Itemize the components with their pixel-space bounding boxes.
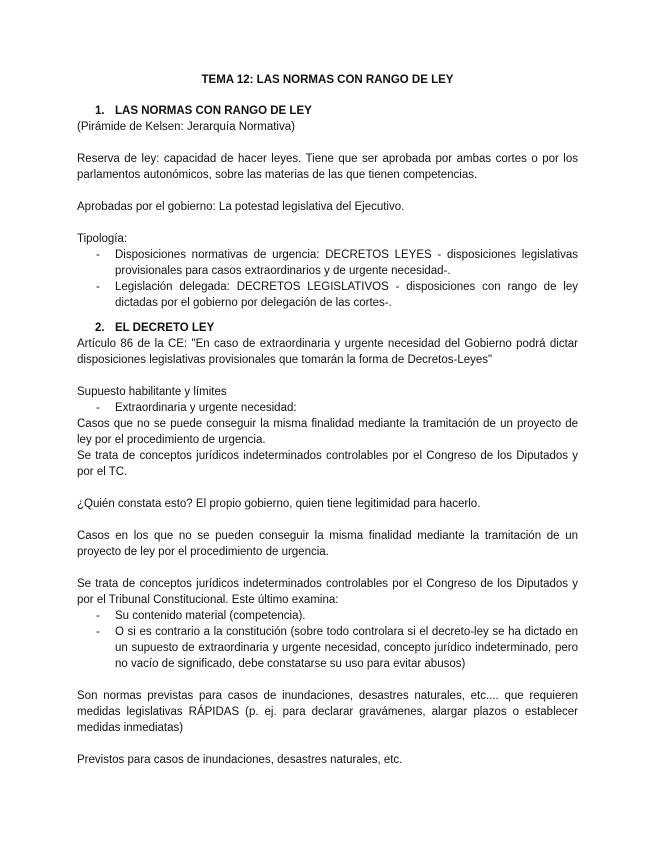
- section-1-heading-text: LAS NORMAS CON RANGO DE LEY: [115, 105, 312, 117]
- typology-list: [77, 247, 578, 311]
- paragraph: (Pirámide de Kelsen: Jerarquía Normativa): [77, 121, 295, 133]
- exam-list: [77, 608, 578, 672]
- paragraph: Se trata de conceptos jurídicos indeterminados controlables por el Congreso de los Diputados y por el TC.: [77, 450, 578, 478]
- list-item: - Disposiciones normativas de urgencia: DECRETOS LEYES - disposiciones legislativas provisionales para casos extraordinarios y de urgente necesidad-.: [96, 249, 578, 277]
- list-item: - Legislación delegada: DECRETOS LEGISLATIVOS - disposiciones con rango de ley dictadas por el gobierno por delegación de las cortes-.: [96, 281, 578, 309]
- paragraph: Casos en los que no se pueden conseguir la misma finalidad mediante la tramitación de un proyecto de ley por el procedimiento de urgencia.: [77, 530, 578, 558]
- section-2-heading: [77, 320, 578, 336]
- paragraph: Se trata de conceptos jurídicos indeterminados controlables por el Congreso de los Diputados y por el Tribunal Constitucional. Este último examina:: [77, 578, 578, 606]
- section-1-heading: [77, 103, 578, 119]
- section-1-number: 1.: [95, 105, 105, 117]
- paragraph: Previstos para casos de inundaciones, desastres naturales, etc.: [77, 754, 403, 766]
- list-item: - Su contenido material (competencia).: [96, 610, 306, 622]
- section-2-number: 2.: [95, 322, 105, 334]
- paragraph: Artículo 86 de la CE: "En caso de extraordinaria y urgente necesidad del Gobierno podrá dictar disposiciones legislativas provisionales que tomarán la forma de Decretos-Leyes": [77, 338, 578, 366]
- list-item: - Extraordinaria y urgente necesidad:: [96, 402, 297, 414]
- paragraph: Supuesto habilitante y límites: [77, 386, 227, 398]
- paragraph: Aprobadas por el gobierno: La potestad legislativa del Ejecutivo.: [77, 201, 405, 213]
- paragraph: Son normas previstas para casos de inundaciones, desastres naturales, etc.... que requieren medidas legislativas RÁPIDAS (p. ej. para declarar gravámenes, alargar plazos o establecer medidas inmediatas): [77, 690, 578, 734]
- limits-list: [77, 400, 578, 416]
- section-2-heading-text: EL DECRETO LEY: [115, 322, 215, 334]
- paragraph: ¿Quién constata esto? El propio gobierno, quien tiene legitimidad para hacerlo.: [77, 498, 481, 510]
- paragraph: Tipología:: [77, 233, 128, 245]
- paragraph: Reserva de ley: capacidad de hacer leyes. Tiene que ser aprobada por ambas cortes o por los parlamentos autonómicos, sobre las materias de las que tienen competencias.: [77, 153, 578, 181]
- list-item: - O si es contrario a la constitución (sobre todo controlara si el decreto-ley se ha dictado en un supuesto de extraordinaria y urgente necesidad, concepto jurídico indeterminado, pero no vacío de significado, debe constatarse su uso para evitar abusos): [96, 626, 578, 670]
- paragraph: Casos que no se puede conseguir la misma finalidad mediante la tramitación de un proyecto de ley por el procedimiento de urgencia.: [77, 418, 578, 446]
- page-title: TEMA 12: LAS NORMAS CON RANGO DE LEY: [201, 74, 454, 86]
